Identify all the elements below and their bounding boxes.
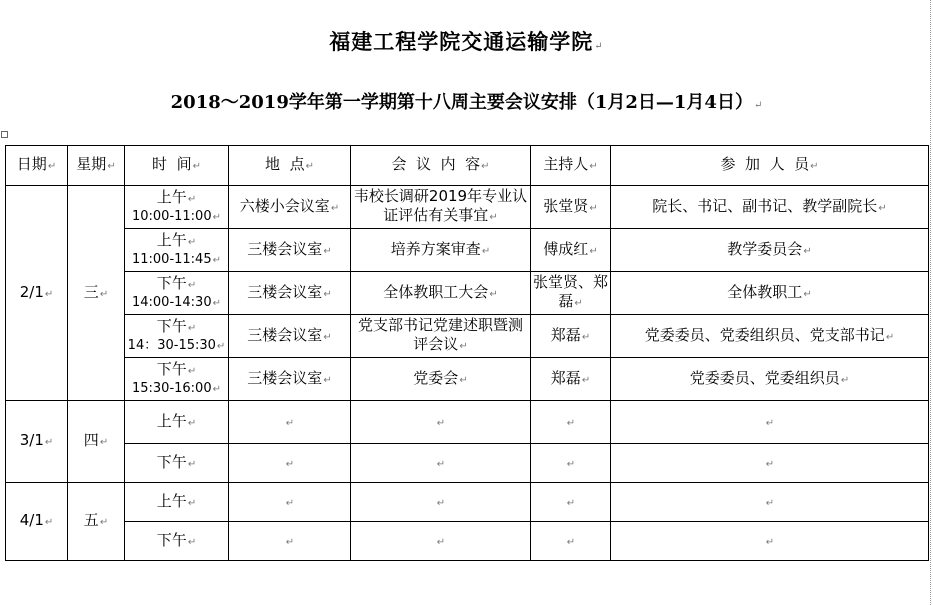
place-cell[interactable] bbox=[229, 401, 351, 444]
table-row bbox=[6, 315, 929, 358]
content-cell[interactable] bbox=[351, 483, 531, 522]
table-row bbox=[6, 522, 929, 561]
time-cell[interactable]: 下午 ↵ 15:30-16:00 ↵ bbox=[125, 358, 229, 401]
time-cell[interactable]: 上午 ↵ bbox=[125, 401, 229, 444]
time-cell[interactable]: 上午 ↵ 11:00-11:45 ↵ bbox=[125, 229, 229, 272]
time-cell[interactable]: 下午 ↵ 14：30-15:30 ↵ bbox=[125, 315, 229, 358]
place-cell[interactable]: 六楼小会议室 ↵ bbox=[229, 186, 351, 229]
attendees-cell[interactable] bbox=[611, 483, 929, 522]
attendees-cell[interactable]: 党委委员、党委组织员、党支部书记 ↵ bbox=[611, 315, 929, 358]
host-cell[interactable] bbox=[531, 522, 611, 561]
time-cell[interactable]: 上午 ↵ 10:00-11:00 ↵ bbox=[125, 186, 229, 229]
header-date[interactable]: 日期 ↵ bbox=[6, 146, 68, 186]
place-cell[interactable]: 三楼会议室 ↵ bbox=[229, 229, 351, 272]
place-cell[interactable] bbox=[229, 522, 351, 561]
host-cell[interactable]: 张堂贤 ↵ bbox=[531, 186, 611, 229]
date-cell[interactable]: 3/1 ↵ bbox=[6, 401, 68, 483]
weekday-cell[interactable]: 三 ↵ bbox=[68, 186, 125, 401]
attendees-cell[interactable]: 全体教职工 ↵ bbox=[611, 272, 929, 315]
attendees-cell[interactable]: 教学委员会 ↵ bbox=[611, 229, 929, 272]
date-cell[interactable]: 4/1 ↵ bbox=[6, 483, 68, 561]
table-row bbox=[6, 358, 929, 401]
content-cell[interactable] bbox=[351, 522, 531, 561]
host-cell[interactable]: 郑磊 ↵ bbox=[531, 358, 611, 401]
time-cell[interactable]: 上午 ↵ bbox=[125, 483, 229, 522]
place-cell[interactable] bbox=[229, 483, 351, 522]
content-cell[interactable]: 韦校长调研2019年专业认证评估有关事宜 ↵ bbox=[351, 186, 531, 229]
table-row bbox=[6, 272, 929, 315]
weekday-cell[interactable]: 四 ↵ bbox=[68, 401, 125, 483]
table-row bbox=[6, 444, 929, 483]
document-subtitle: 2018～2019学年第一学期第十八周主要会议安排（1月2日—1月4日） ↵ bbox=[0, 88, 933, 114]
time-cell[interactable]: 下午 ↵ 14:00-14:30 ↵ bbox=[125, 272, 229, 315]
content-cell[interactable]: 党委会 ↵ bbox=[351, 358, 531, 401]
document-title: 福建工程学院交通运输学院 ↵ bbox=[0, 26, 933, 56]
host-cell[interactable] bbox=[531, 444, 611, 483]
attendees-cell[interactable] bbox=[611, 401, 929, 444]
host-cell[interactable]: 张堂贤、郑磊 ↵ bbox=[531, 272, 611, 315]
attendees-cell[interactable] bbox=[611, 444, 929, 483]
table-row bbox=[6, 483, 929, 522]
place-cell[interactable]: 三楼会议室 ↵ bbox=[229, 272, 351, 315]
host-cell[interactable]: 郑磊 ↵ bbox=[531, 315, 611, 358]
time-cell[interactable]: 下午 ↵ bbox=[125, 522, 229, 561]
attendees-cell[interactable] bbox=[611, 522, 929, 561]
content-cell[interactable]: 党支部书记党建述职暨测评会议 ↵ bbox=[351, 315, 531, 358]
host-cell[interactable] bbox=[531, 401, 611, 444]
header-content[interactable]: 会 议 内 容 ↵ bbox=[351, 146, 531, 186]
table-move-handle-icon[interactable] bbox=[1, 131, 8, 138]
table-row bbox=[6, 401, 929, 444]
date-cell[interactable]: 2/1 ↵ bbox=[6, 186, 68, 401]
header-attendees[interactable]: 参 加 人 员 ↵ bbox=[611, 146, 929, 186]
place-cell[interactable]: 三楼会议室 ↵ bbox=[229, 315, 351, 358]
content-cell[interactable] bbox=[351, 401, 531, 444]
table-header-row bbox=[6, 146, 929, 186]
place-cell[interactable]: 三楼会议室 ↵ bbox=[229, 358, 351, 401]
attendees-cell[interactable]: 党委委员、党委组织员 ↵ bbox=[611, 358, 929, 401]
table-row bbox=[6, 229, 929, 272]
header-place[interactable]: 地 点 ↵ bbox=[229, 146, 351, 186]
header-weekday[interactable]: 星期 ↵ bbox=[68, 146, 125, 186]
header-time[interactable]: 时 间 ↵ bbox=[125, 146, 229, 186]
attendees-cell[interactable]: 院长、书记、副书记、教学副院长 ↵ bbox=[611, 186, 929, 229]
content-cell[interactable] bbox=[351, 444, 531, 483]
table-row bbox=[6, 186, 929, 229]
weekday-cell[interactable]: 五 ↵ bbox=[68, 483, 125, 561]
content-cell[interactable]: 培养方案审查 ↵ bbox=[351, 229, 531, 272]
meeting-schedule-table bbox=[5, 145, 929, 561]
content-cell[interactable]: 全体教职工大会 ↵ bbox=[351, 272, 531, 315]
time-cell[interactable]: 下午 ↵ bbox=[125, 444, 229, 483]
host-cell[interactable] bbox=[531, 483, 611, 522]
place-cell[interactable] bbox=[229, 444, 351, 483]
host-cell[interactable]: 傅成红 ↵ bbox=[531, 229, 611, 272]
header-host[interactable]: 主持人 ↵ bbox=[531, 146, 611, 186]
